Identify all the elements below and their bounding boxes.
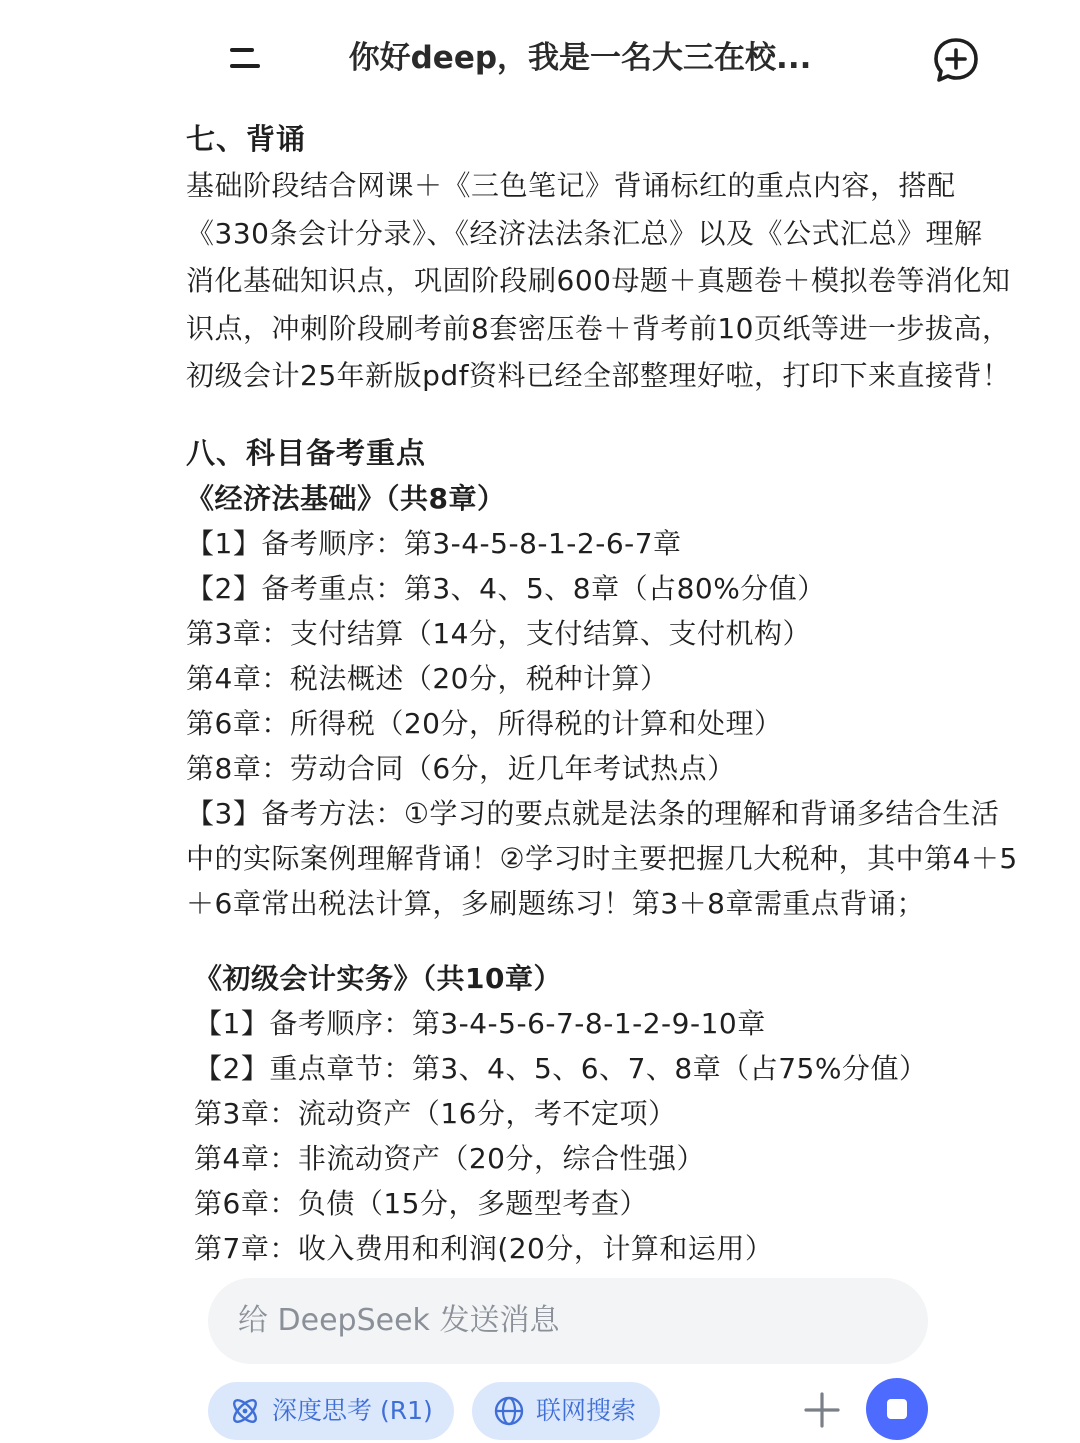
accounting-block	[186, 956, 1066, 1271]
section-heading: 八、科目备考重点	[186, 435, 427, 470]
list-item: ＋6章常出税法计算，多刷题练习！第3＋8章需重点背诵；	[186, 886, 925, 920]
list-item: 第6章：所得税（20分，所得税的计算和处理）	[186, 706, 783, 740]
list-item: 第4章：非流动资产（20分，综合性强）	[194, 1141, 705, 1175]
web-search-label: 联网搜索	[536, 1396, 637, 1425]
paragraph-line: 《330条会计分录》、《经济法法条汇总》以及《公式汇总》理解	[186, 216, 983, 250]
list-item: 【2】重点章节：第3、4、5、6、7、8章（占75%分值）	[194, 1051, 928, 1085]
list-item: 中的实际案例理解背诵！②学习时主要把握几大税种，其中第4＋5	[186, 841, 1018, 875]
list-item: 第7章：收入费用和利润(20分，计算和运用）	[194, 1231, 774, 1265]
stop-icon	[887, 1399, 907, 1419]
paragraph-line: 消化基础知识点，巩固阶段刷600母题＋真题卷＋模拟卷等消化知	[186, 264, 1011, 297]
top-bar	[0, 0, 1080, 110]
list-item: 【3】备考方法：①学习的要点就是法条的理解和背诵多结合生活	[186, 796, 1000, 830]
section-heading: 七、背诵	[186, 122, 307, 156]
list-item: 第3章：流动资产（16分，考不定项）	[194, 1096, 677, 1130]
message-composer	[208, 1278, 928, 1364]
section-paragraph	[186, 162, 1066, 400]
deep-think-label: 深度思考 (R1)	[272, 1396, 433, 1425]
list-item: 第4章：税法概述（20分，税种计算）	[186, 661, 669, 695]
paragraph-line: 识点，冲刺阶段刷考前8套密压卷＋背考前10页纸等进一步拔高，	[186, 311, 1011, 345]
assistant-message	[186, 116, 1066, 1271]
atom-icon	[228, 1394, 262, 1428]
message-input[interactable]	[238, 1278, 878, 1364]
menu-icon[interactable]	[220, 36, 270, 80]
paragraph-line: 初级会计25年新版pdf资料已经全部整理好啦，打印下来直接背！	[186, 359, 1011, 392]
globe-icon	[492, 1394, 526, 1428]
stop-generation-button[interactable]	[866, 1378, 928, 1440]
conversation-title: 你好deep，我是一名大三在校...	[348, 40, 812, 76]
attach-plus-icon[interactable]	[800, 1388, 844, 1432]
paragraph-line: 基础阶段结合网课＋《三色笔记》背诵标红的重点内容，搭配	[186, 169, 956, 202]
subject-title: 《经济法基础》（共8章）	[186, 481, 506, 515]
list-item: 【2】备考重点：第3、4、5、8章（占80%分值）	[186, 571, 826, 605]
deep-think-button[interactable]	[208, 1382, 454, 1440]
list-item: 【1】备考顺序：第3-4-5-8-1-2-6-7章	[186, 526, 682, 560]
list-item: 第3章：支付结算（14分，支付结算、支付机构）	[186, 616, 811, 650]
list-item: 第6章：负债（15分，多题型考查）	[194, 1186, 648, 1220]
subject-title: 《初级会计实务》（共10章）	[194, 961, 562, 995]
new-chat-icon[interactable]	[930, 34, 982, 86]
list-item: 【1】备考顺序：第3-4-5-6-7-8-1-2-9-10章	[194, 1006, 766, 1040]
list-item: 第8章：劳动合同（6分，近几年考试热点）	[186, 751, 736, 785]
web-search-button[interactable]	[472, 1382, 660, 1440]
